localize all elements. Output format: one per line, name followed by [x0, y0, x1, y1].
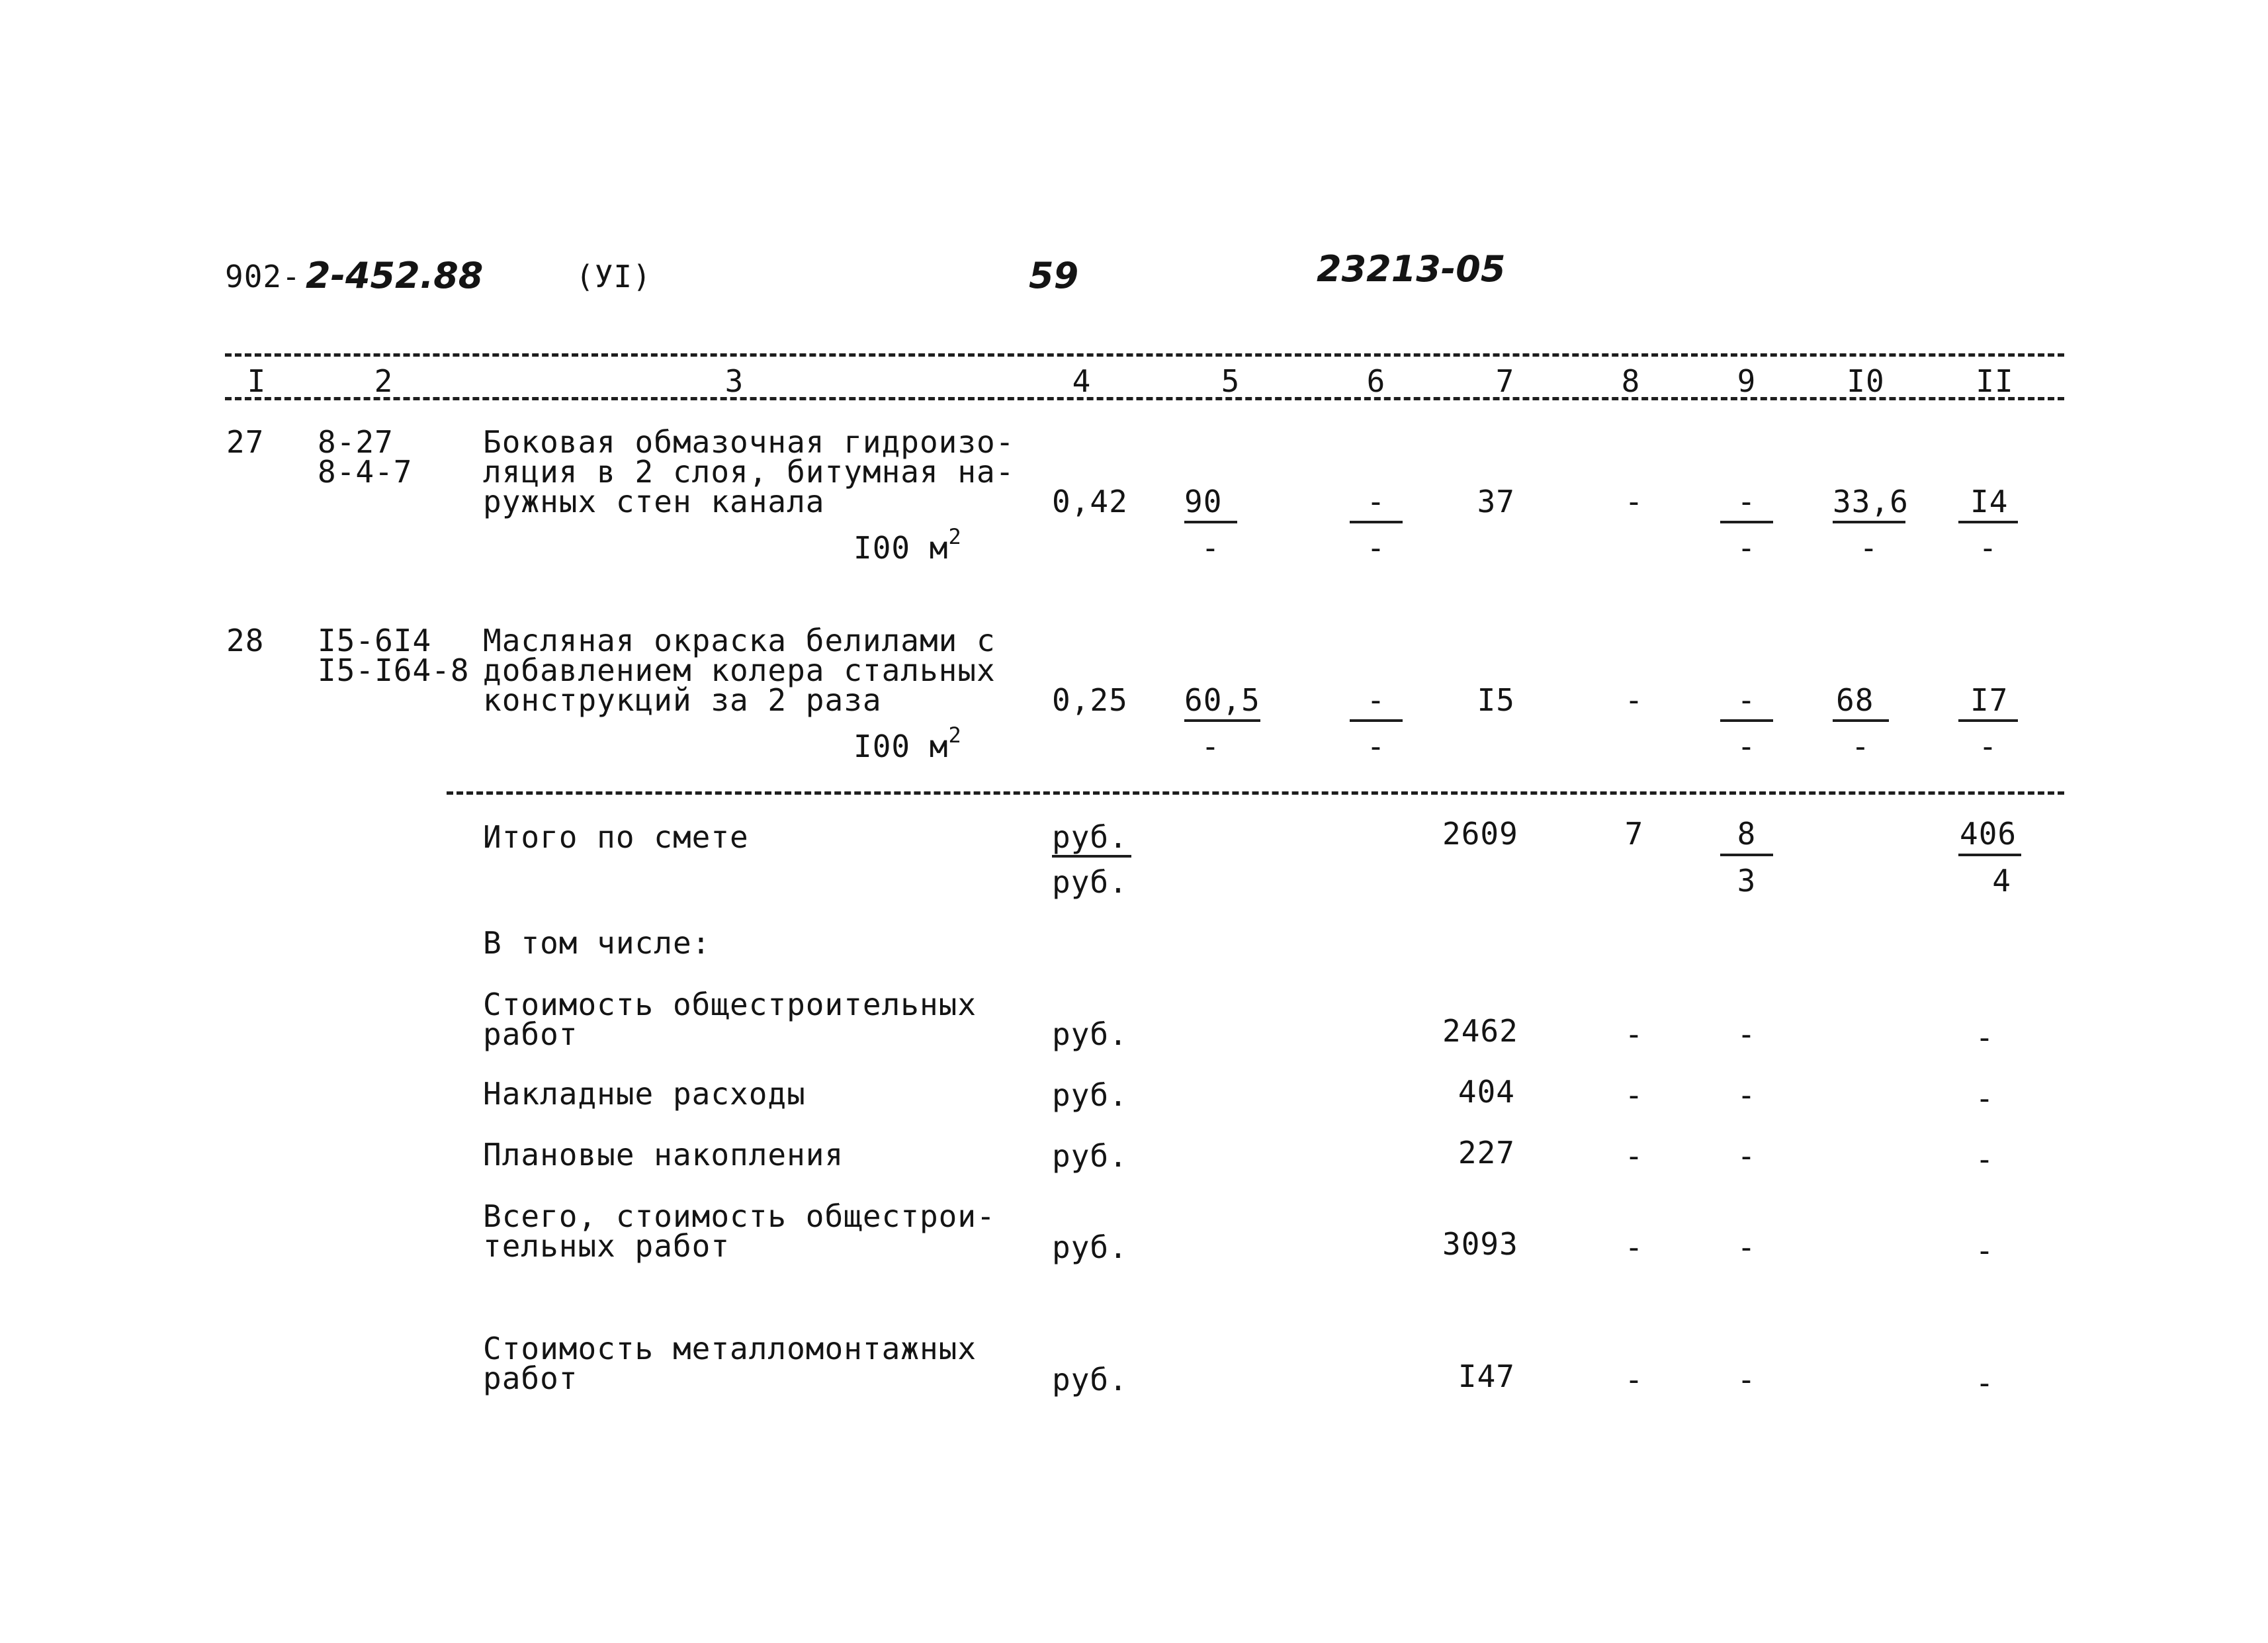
including-label: В том числе:	[483, 925, 711, 961]
summary-col8: -	[1624, 1077, 1644, 1113]
summary-col9: -	[1737, 1016, 1757, 1052]
document-number: 23213-05	[1317, 248, 1506, 290]
col7-value: I5	[1477, 682, 1515, 718]
fraction-bar	[1184, 719, 1260, 722]
summary-col9: -	[1737, 1138, 1757, 1174]
summary-unit: руб.	[1052, 1229, 1128, 1265]
col5-top: 90	[1184, 484, 1223, 519]
col5-top: 60,5	[1184, 682, 1260, 718]
row-number: 28	[226, 623, 265, 658]
col6-top: -	[1366, 682, 1386, 718]
total-col7: 2609	[1442, 816, 1518, 852]
summary-label-line: Стоимость общестроительных	[483, 987, 977, 1022]
summary-label-line: Плановые накопления	[483, 1137, 844, 1173]
code-suffix: 2-452.88	[306, 255, 484, 296]
summary-label-line: работ	[483, 1016, 578, 1052]
col10-top: 33,6	[1833, 484, 1909, 519]
summary-col8: -	[1624, 1138, 1644, 1174]
unit-of-measure: I00 $м^2$	[853, 524, 962, 566]
fraction-bar	[1958, 719, 2018, 722]
unit-of-measure: I00 $м^2$	[853, 723, 962, 764]
summary-col7: 3093	[1442, 1226, 1518, 1262]
work-description-line: конструкций за 2 раза	[483, 682, 882, 718]
summary-unit: руб.	[1052, 1016, 1128, 1052]
fraction-bar	[1720, 719, 1773, 722]
column-header-8: 8	[1621, 363, 1641, 399]
summary-label-line: тельных работ	[483, 1228, 730, 1264]
rate-code: 8-27	[318, 424, 394, 460]
fraction-bar	[1958, 521, 2018, 523]
col6-bottom: -	[1366, 530, 1386, 566]
total-col9-top: 8	[1737, 816, 1757, 852]
summary-col7: I47	[1458, 1358, 1515, 1394]
column-header-10: I0	[1847, 363, 1885, 399]
total-col11-bottom: 4	[1992, 863, 2011, 899]
col11-bottom: -	[1978, 729, 1998, 764]
col9-top: -	[1737, 682, 1757, 718]
volume-label: (УI)	[576, 259, 652, 294]
summary-col11: -	[1975, 1141, 1995, 1177]
col9-bottom: -	[1737, 530, 1757, 566]
totals-divider	[447, 791, 2064, 795]
summary-col9: -	[1737, 1077, 1757, 1113]
fraction-bar	[1184, 521, 1237, 523]
col11-bottom: -	[1978, 530, 1998, 566]
total-col9-bottom: 3	[1737, 863, 1757, 899]
summary-col8: -	[1624, 1016, 1644, 1052]
column-header-5: 5	[1221, 363, 1241, 399]
column-header-6: 6	[1366, 363, 1386, 399]
rate-code: I5-I64-8	[318, 652, 470, 688]
column-header-3: 3	[724, 363, 744, 399]
summary-label-line: Стоимость металломонтажных	[483, 1331, 977, 1366]
col11-top: I7	[1970, 682, 2009, 718]
summary-col7: 2462	[1442, 1013, 1518, 1049]
rate-code: I5-6I4	[318, 623, 432, 658]
work-description-line: ляция в 2 слоя, битумная на-	[483, 454, 1015, 490]
column-header-7: 7	[1495, 363, 1515, 399]
summary-col11: -	[1975, 1233, 1995, 1268]
col7-value: 37	[1477, 484, 1515, 519]
col5-bottom: -	[1201, 729, 1221, 764]
col8-value: -	[1624, 484, 1644, 519]
summary-unit: руб.	[1052, 1077, 1128, 1113]
work-description-line: добавлением колера стальных	[483, 652, 996, 688]
col5-bottom: -	[1201, 530, 1221, 566]
code-prefix: 902-	[225, 259, 301, 294]
rate-code: 8-4-7	[318, 454, 413, 490]
fraction-bar	[1350, 521, 1403, 523]
summary-col7: 227	[1458, 1135, 1515, 1171]
col9-top: -	[1737, 484, 1757, 519]
total-unit-bottom: руб.	[1052, 864, 1128, 900]
total-label: Итого по смете	[483, 819, 749, 855]
fraction-bar	[1720, 854, 1773, 856]
col11-top: I4	[1970, 484, 2009, 519]
fraction-bar	[1720, 521, 1773, 523]
quantity: 0,42	[1052, 484, 1128, 519]
col6-top: -	[1366, 484, 1386, 519]
summary-col11: -	[1975, 1081, 1995, 1116]
column-header-2: 2	[374, 363, 394, 399]
fraction-bar	[1350, 719, 1403, 722]
work-description-line: Масляная окраска белилами с	[483, 623, 996, 658]
col9-bottom: -	[1737, 729, 1757, 764]
column-header-1: I	[247, 363, 267, 399]
summary-col11: -	[1975, 1365, 1995, 1401]
header-bottom-rule	[225, 397, 2064, 400]
summary-col9: -	[1737, 1229, 1757, 1265]
summary-col11: -	[1975, 1020, 1995, 1055]
column-header-4: 4	[1072, 363, 1092, 399]
total-col11-top: 406	[1960, 816, 2017, 852]
row-number: 27	[226, 424, 265, 460]
summary-label-line: Всего, стоимость общестрои-	[483, 1198, 996, 1234]
column-header-11: II	[1976, 363, 2014, 399]
summary-label-line: работ	[483, 1360, 578, 1396]
total-unit-top: руб.	[1052, 819, 1128, 855]
summary-unit: руб.	[1052, 1362, 1128, 1398]
summary-col9: -	[1737, 1362, 1757, 1398]
fraction-bar	[1958, 854, 2021, 856]
col10-bottom: -	[1859, 530, 1879, 566]
col10-bottom: -	[1851, 729, 1870, 764]
quantity: 0,25	[1052, 682, 1128, 718]
col8-value: -	[1624, 682, 1644, 718]
fraction-bar	[1052, 855, 1131, 858]
summary-unit: руб.	[1052, 1138, 1128, 1174]
page-number: 59	[1029, 255, 1079, 296]
fraction-bar	[1833, 521, 1905, 523]
column-header-9: 9	[1737, 363, 1757, 399]
header-top-rule	[225, 353, 2064, 357]
summary-col8: -	[1624, 1229, 1644, 1265]
summary-label-line: Накладные расходы	[483, 1076, 806, 1112]
total-col8: 7	[1624, 816, 1644, 852]
work-description-line: Боковая обмазочная гидроизо-	[483, 424, 1015, 460]
fraction-bar	[1833, 719, 1889, 722]
summary-col7: 404	[1458, 1074, 1515, 1110]
col6-bottom: -	[1366, 729, 1386, 764]
col10-top: 68	[1836, 682, 1874, 718]
work-description-line: ружных стен канала	[483, 484, 825, 519]
summary-col8: -	[1624, 1362, 1644, 1398]
